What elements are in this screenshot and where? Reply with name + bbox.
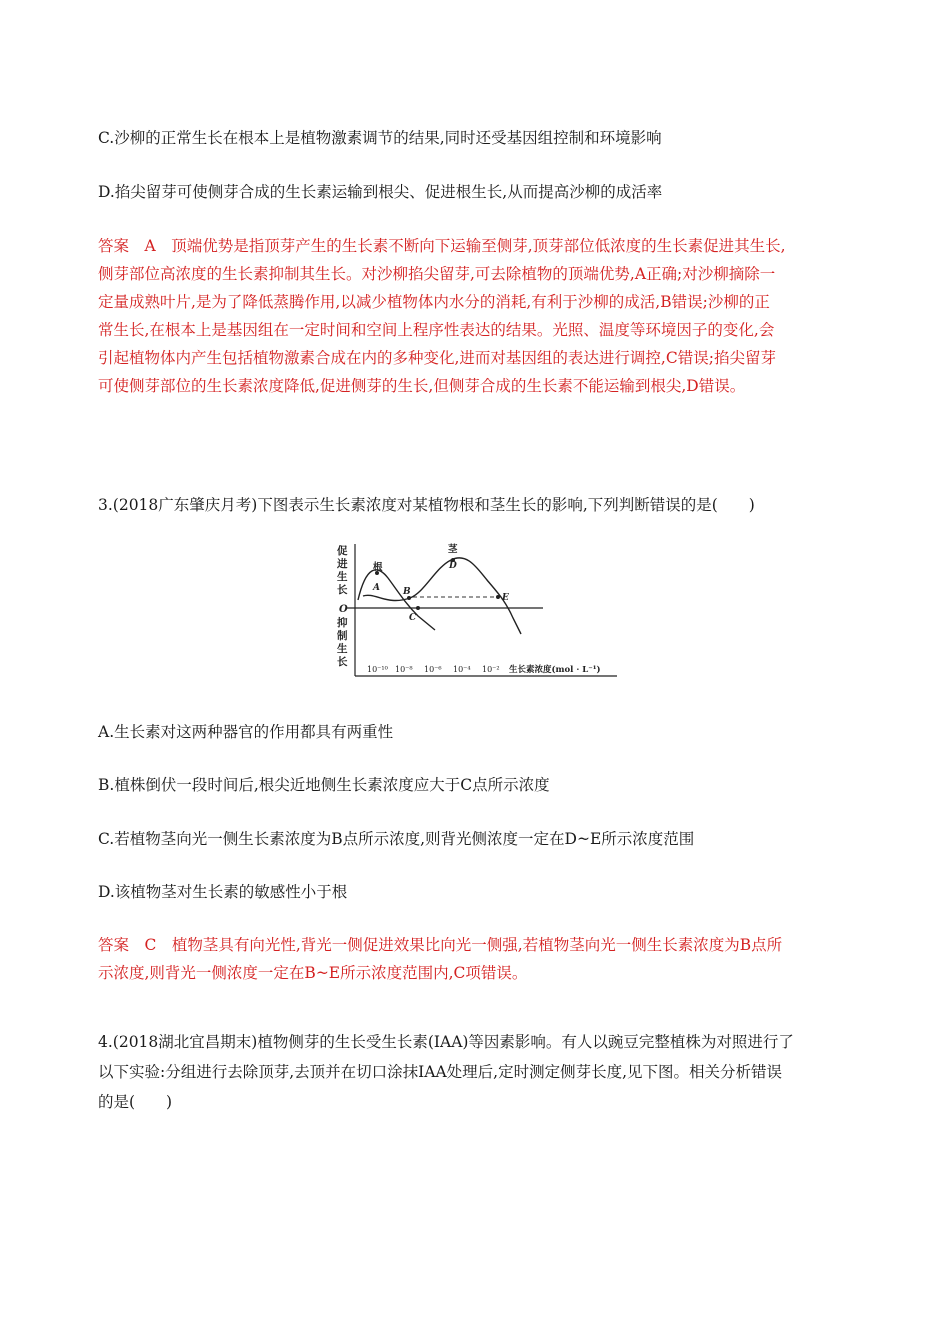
question-line: 的是( ) xyxy=(98,1093,173,1111)
question-line: 4.(2018湖北宜昌期末)植物侧芽的生长受生长素(IAA)等因素影响。有人以豌豆完整植株为对照进行了 xyxy=(98,1033,794,1051)
x-tick: 10⁻⁶ xyxy=(424,665,442,674)
answer-line: 答案 C 植物茎具有向光性,背光一侧促进效果比向光一侧强,若植物茎向光一侧生长素浓度为B点所 xyxy=(98,936,783,954)
y-label-char: 生 xyxy=(337,643,348,655)
series-label-stem: 茎 xyxy=(448,544,458,555)
option-b: B.植株倒伏一段时间后,根尖近地侧生长素浓度应大于C点所示浓度 xyxy=(98,776,550,794)
answer-line: 引起植物体内产生包括植物激素合成在内的多种变化,进而对基因组的表达进行调控,C错误;掐尖留芽 xyxy=(98,349,776,367)
label-c: C xyxy=(409,613,417,623)
answer-block-3 xyxy=(98,931,858,987)
label-a: A xyxy=(373,583,380,593)
answer-block-2 xyxy=(98,232,858,400)
answer-line: 侧芽部位高浓度的生长素抑制其生长。对沙柳掐尖留芽,可去除植物的顶端优势,A正确;对沙柳摘除一 xyxy=(98,265,776,283)
label-b: B xyxy=(403,587,411,597)
option-a: A.生长素对这两种器官的作用都具有两重性 xyxy=(98,723,394,741)
y-label-char: 抑 xyxy=(337,617,348,629)
option-c: C.若植物茎向光一侧生长素浓度为B点所示浓度,则背光侧浓度一定在D~E所示浓度范围 xyxy=(98,830,695,848)
x-tick-labels xyxy=(367,665,500,674)
y-label-char: 促 xyxy=(337,545,348,557)
question-4 xyxy=(98,1027,858,1117)
y-label-char: 长 xyxy=(337,656,348,668)
auxin-chart xyxy=(325,538,625,688)
y-label-char: 长 xyxy=(337,584,348,596)
origin-label: O xyxy=(339,604,348,615)
y-label-char: 生 xyxy=(337,571,348,583)
option-d: D.该植物茎对生长素的敏感性小于根 xyxy=(98,883,348,901)
question-3-stem: 3.(2018广东肇庆月考)下图表示生长素浓度对某植物根和茎生长的影响,下列判断错误的是( ) xyxy=(98,496,755,514)
answer-line: 答案 A 顶端优势是指顶芽产生的生长素不断向下运输至侧芽,顶芽部位低浓度的生长素促进其生长, xyxy=(98,237,786,255)
y-label-bottom xyxy=(337,616,348,668)
point-e xyxy=(496,595,500,599)
series-label-root: 根 xyxy=(373,562,383,573)
label-d: D xyxy=(449,561,457,571)
x-tick: 10⁻⁸ xyxy=(395,665,413,674)
x-tick: 10⁻¹⁰ xyxy=(367,665,388,674)
y-label-char: 制 xyxy=(337,630,348,642)
point-c xyxy=(416,606,420,610)
answer-line: 定量成熟叶片,是为了降低蒸腾作用,以减少植物体内水分的消耗,有利于沙柳的成活,B错误;沙柳的正 xyxy=(98,293,770,311)
option-d-prev: D.掐尖留芽可使侧芽合成的生长素运输到根尖、促进根生长,从而提高沙柳的成活率 xyxy=(98,183,663,201)
x-tick: 10⁻² xyxy=(482,665,500,674)
answer-line: 示浓度,则背光一侧浓度一定在B~E所示浓度范围内,C项错误。 xyxy=(98,964,528,982)
question-line: 以下实验:分组进行去除顶芽,去顶并在切口涂抹IAA处理后,定时测定侧芽长度,见下图。相关分析错误 xyxy=(98,1063,783,1081)
x-axis-label: 生长素浓度(mol · L⁻¹) xyxy=(509,665,601,675)
answer-line: 可使侧芽部位的生长素浓度降低,促进侧芽的生长,但侧芽合成的生长素不能运输到根尖,D错误。 xyxy=(98,377,746,395)
x-tick: 10⁻⁴ xyxy=(453,665,471,674)
y-label-top xyxy=(336,544,348,596)
y-label-char: 进 xyxy=(337,558,348,570)
option-c-prev: C.沙柳的正常生长在根本上是植物激素调节的结果,同时还受基因组控制和环境影响 xyxy=(98,129,662,147)
label-e: E xyxy=(502,593,509,603)
answer-line: 常生长,在根本上是基因组在一定时间和空间上程序性表达的结果。光照、温度等环境因子的变化,会 xyxy=(98,321,775,339)
